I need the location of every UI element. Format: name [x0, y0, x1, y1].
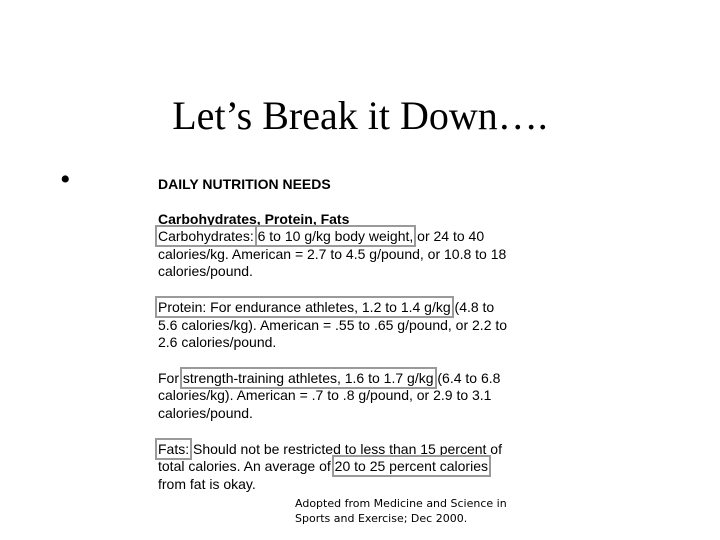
strength-training: strength-training athletes, 1.6 to 1.7 g/kg [182, 369, 434, 386]
protein-line-2: 5.6 calories/kg). American = .55 to .65 g/pound, or 2.2 to [158, 316, 508, 333]
strength-line-2: calories/kg). American = .7 to .8 g/pound, or 2.9 to 3.1 [158, 387, 492, 404]
carbs-line-3: calories/pound. [158, 263, 253, 280]
protein-line-3: 2.6 calories/pound. [158, 334, 277, 351]
fats-line-2 [158, 458, 578, 476]
fats-label: Fats: [158, 440, 190, 457]
carbs-rest: or 24 to 40 [417, 228, 485, 245]
source-credit [295, 496, 507, 526]
protein-endurance: Protein: For endurance athletes, 1.2 to 1.4 g/kg [158, 298, 451, 315]
strength-lead: For [158, 369, 179, 386]
credit-line-2: Sports and Exercise; Dec 2000. [295, 512, 468, 525]
fats-line-3: from fat is okay. [158, 475, 256, 492]
nutrition-document [158, 176, 578, 493]
fats-rest: Should not be restricted to less than 15 percent of [193, 440, 502, 457]
fats-percent: 20 to 25 percent calories [334, 458, 488, 475]
slide-title: Let’s Break it Down…. [172, 93, 548, 138]
strength-line-3: calories/pound. [158, 404, 253, 421]
document-heading: DAILY NUTRITION NEEDS [158, 176, 331, 192]
protein-line-1 [158, 299, 578, 317]
fats-average: total calories. An average of [158, 458, 331, 475]
carbs-label: Carbohydrates: [158, 228, 254, 245]
protein-rest: (4.8 to [454, 298, 495, 315]
strength-line-1 [158, 370, 578, 388]
carbs-range: 6 to 10 g/kg body weight, [257, 228, 414, 245]
bullet-marker: • [60, 163, 71, 196]
strength-rest: (6.4 to 6.8 [437, 369, 501, 386]
carbs-line-1 [158, 228, 578, 246]
carbs-line-2: calories/kg. American = 2.7 to 4.5 g/pound, or 10.8 to 18 [158, 245, 507, 262]
document-subheading: Carbohydrates, Protein, Fats [158, 210, 350, 227]
fats-line-1 [158, 441, 578, 459]
credit-line-1: Adopted from Medicine and Science in [295, 497, 507, 510]
